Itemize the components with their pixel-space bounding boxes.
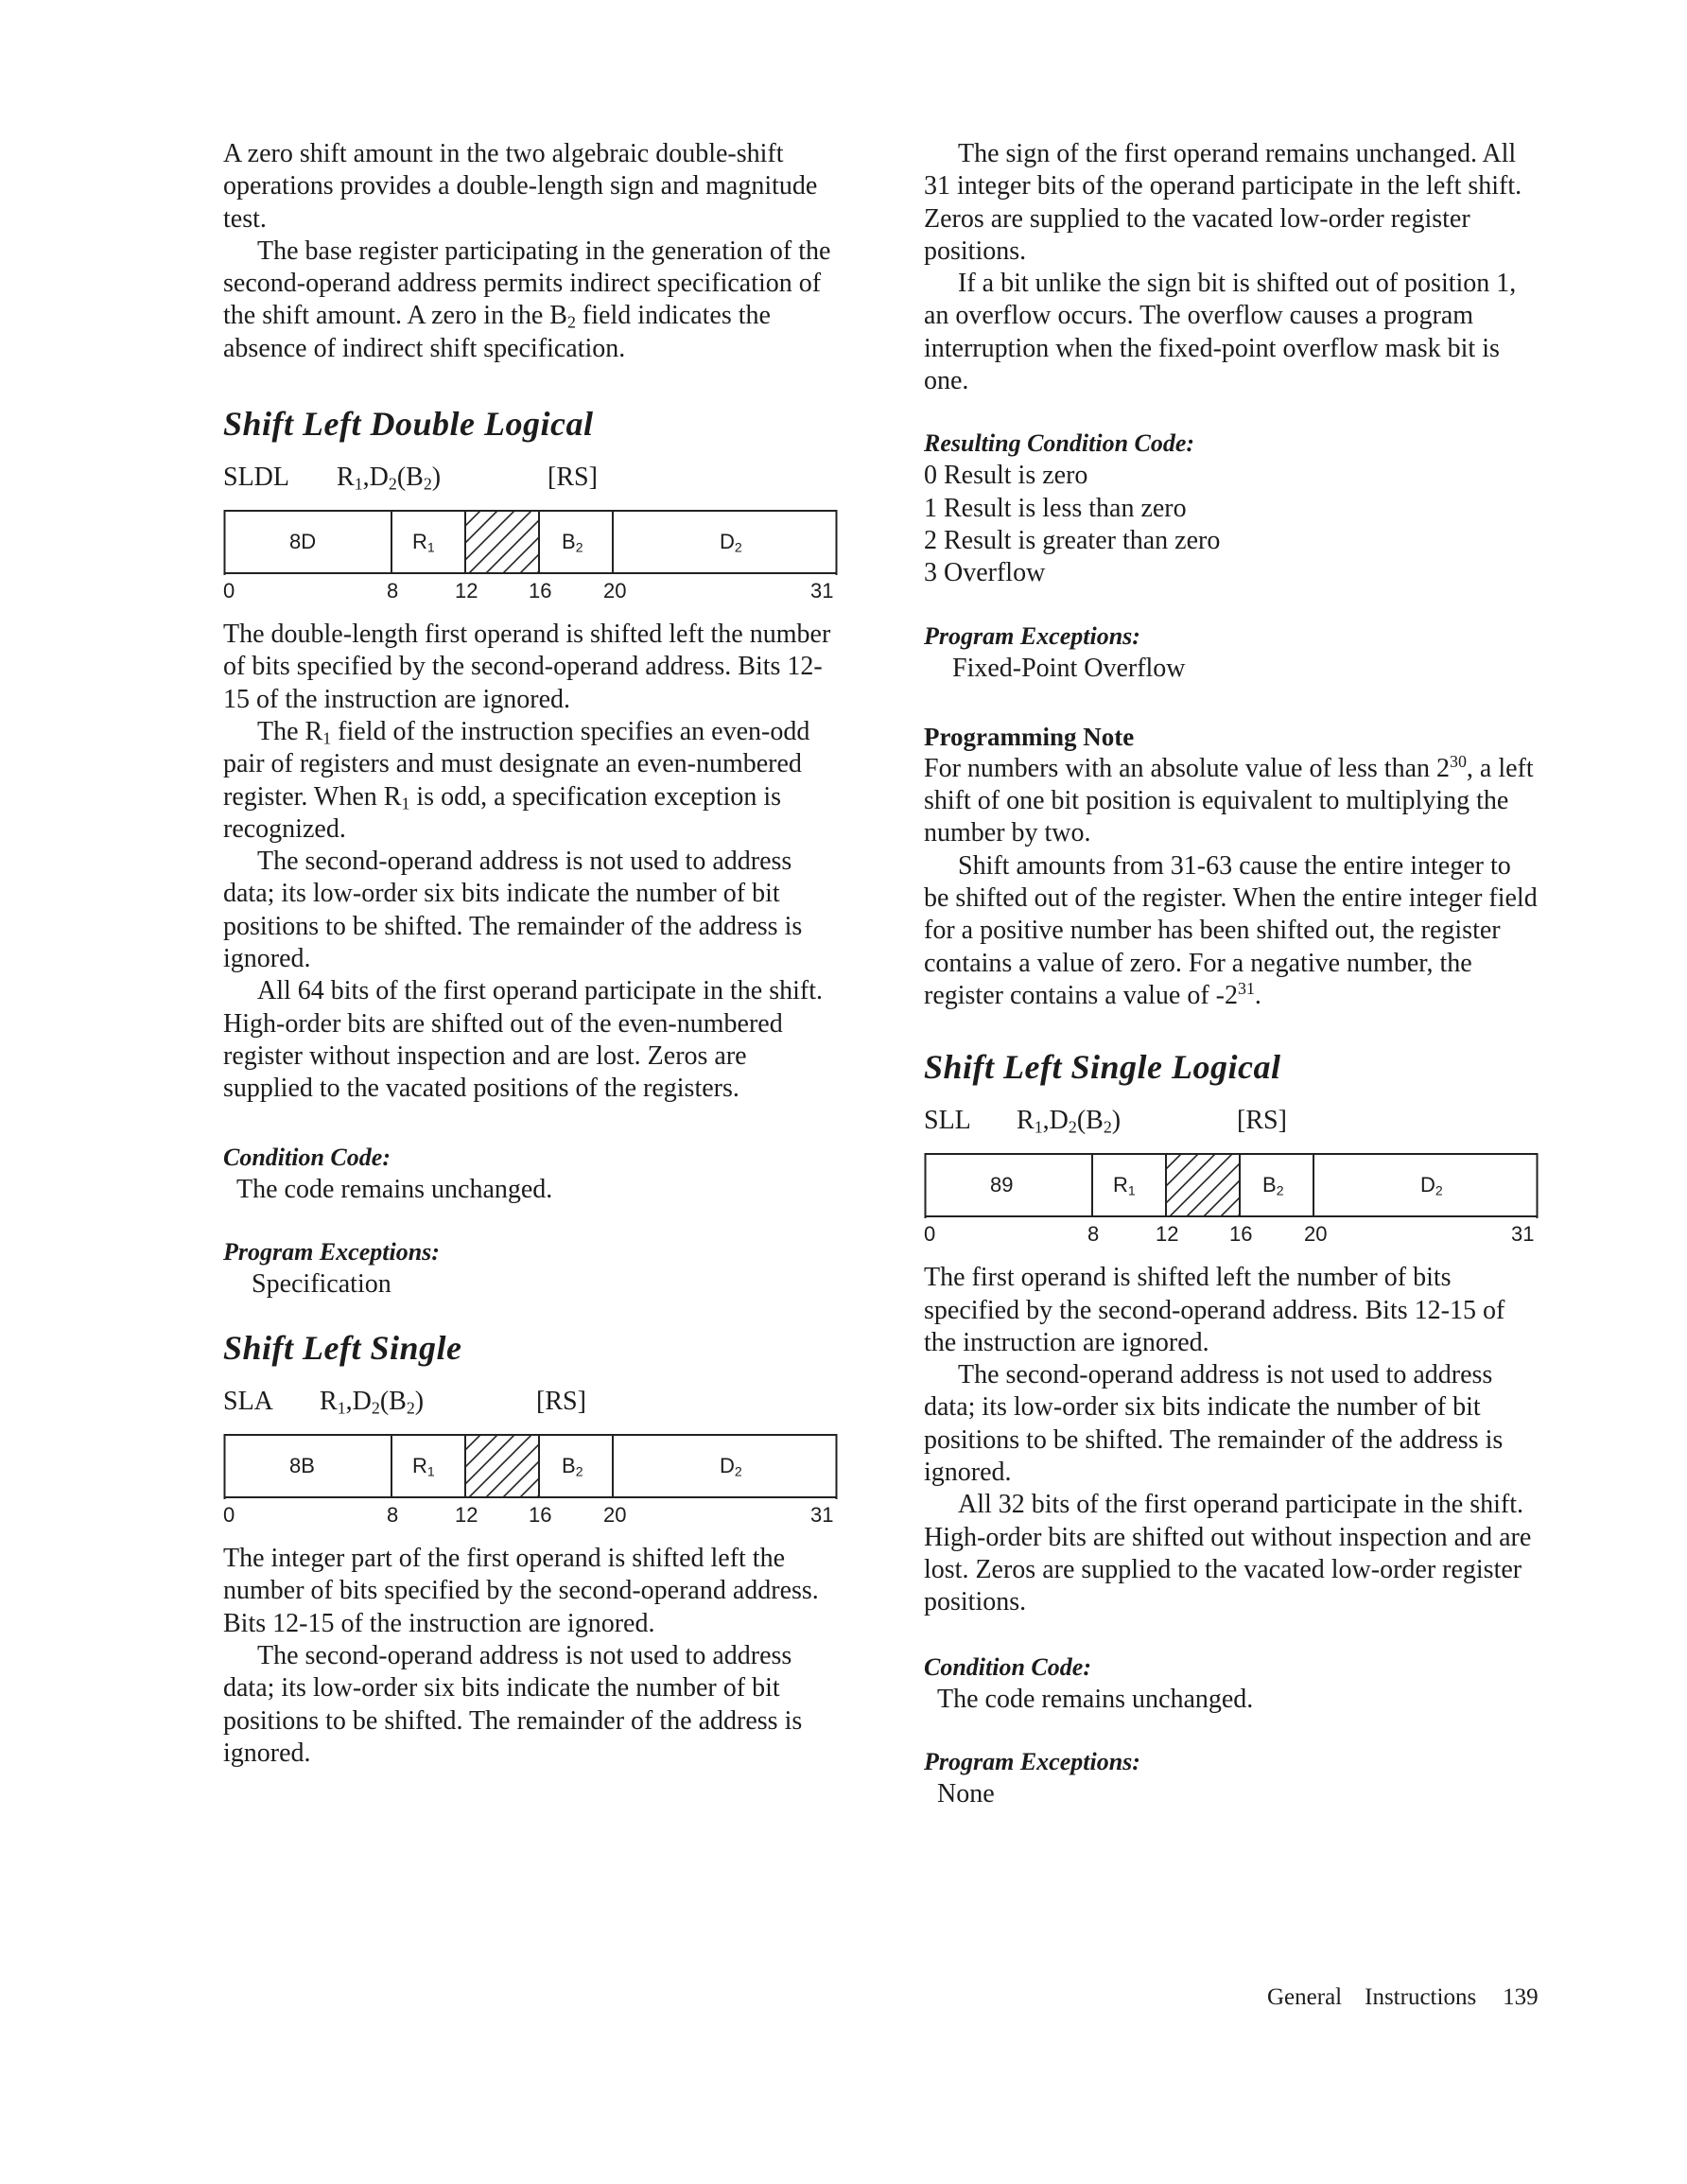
format-type: [RS] — [1237, 1106, 1287, 1136]
op-code-field: 89 — [990, 1173, 1014, 1197]
program-exceptions-label: Program Exceptions: — [223, 1237, 440, 1266]
body-paragraph: The first operand is shifted left the number of bits specified by the second-operand address. Bits 12-15 of the instruction are ignored. — [924, 1263, 1505, 1357]
r1-field: $R_1$ — [412, 530, 435, 555]
page-number: 139 — [1503, 1984, 1539, 2010]
d2-field: $D_2$ — [1420, 1173, 1443, 1198]
b2-field: $B_2$ — [562, 530, 583, 555]
section-heading-sll: Shift Left Single Logical — [924, 1048, 1281, 1087]
body-paragraph: The second-operand address is not used to address data; its low-order six bits indicate the number of bit positions to be shifted. The remainder of the address is ignored. — [924, 1360, 1504, 1488]
b2-field: $B_2$ — [562, 1454, 583, 1479]
format-type: [RS] — [536, 1387, 586, 1417]
footer-section-word: General — [1267, 1984, 1343, 2010]
bit-position-label: 0 — [223, 579, 235, 603]
program-exceptions-label: Program Exceptions: — [924, 621, 1140, 650]
bit-position-label: 20 — [603, 1503, 627, 1528]
mnemonic: SLA — [223, 1387, 273, 1417]
operands: $R_1,D_2(B_2)$ — [337, 463, 442, 494]
bit-position-label: 16 — [529, 1503, 552, 1528]
condition-code-list — [924, 460, 1539, 589]
bit-position-label: 12 — [1156, 1222, 1179, 1247]
d2-field: $D_2$ — [720, 530, 742, 555]
operands: $R_1,D_2(B_2)$ — [320, 1387, 425, 1418]
program-exceptions-text: Specification — [252, 1268, 391, 1299]
bit-position-label: 0 — [223, 1503, 235, 1528]
body-paragraph: The integer part of the first operand is shifted left the number of bits specified by the second-operand address. Bits 12-15 of the instruction are ignored. — [223, 1544, 819, 1638]
body-paragraph: The $R_1$ field of the instruction specifies an even-odd pair of registers and must designate an even-numbered register. When $R_1$ is odd, a specification exception is recognized. — [223, 716, 810, 844]
rs-format-diagram — [223, 1433, 838, 1529]
d2-field: $D_2$ — [720, 1454, 742, 1479]
condition-code-text: The code remains unchanged. — [236, 1174, 553, 1204]
condition-code-item: 3 Overflow — [924, 558, 1046, 588]
bit-position-label: 16 — [1229, 1222, 1253, 1247]
r1-field: $R_1$ — [412, 1454, 435, 1479]
bit-position-label: 31 — [1511, 1222, 1535, 1247]
bit-position-label: 20 — [1304, 1222, 1328, 1247]
bit-position-label: 16 — [529, 579, 552, 603]
instruction-syntax-sla — [223, 1386, 838, 1418]
body-paragraph: If a bit unlike the sign bit is shifted out of position 1, an overflow occurs. The overflow causes a program interruption when the fixed-point overflow mask bit is one. — [924, 269, 1517, 396]
bit-position-label: 8 — [387, 579, 399, 603]
body-paragraph: Shift amounts from 31-63 cause the entire integer to be shifted out of the register. When the entire integer field for a positive number has been shifted out, the register contains a value of zero. For a negative number, the register contains a value of $-2^{31}$. — [924, 850, 1538, 1010]
page-footer — [1267, 1984, 1539, 2011]
mnemonic: SLDL — [223, 463, 289, 493]
intro-paragraph: A zero shift amount in the two algebraic double-shift operations provides a double-length sign and magnitude test. — [223, 139, 818, 234]
bit-position-label: 0 — [924, 1222, 936, 1247]
b2-field: $B_2$ — [1262, 1173, 1284, 1198]
programming-note-label: Programming Note — [924, 722, 1135, 751]
rs-format-diagram — [223, 509, 838, 605]
format-type: [RS] — [548, 463, 598, 493]
condition-code-text: The code remains unchanged. — [937, 1684, 1254, 1714]
body-paragraph: The second-operand address is not used to address data; its low-order six bits indicate the number of bit positions to be shifted. The remainder of the address is ignored. — [223, 1641, 803, 1768]
condition-code-item: 0 Result is zero — [924, 461, 1088, 491]
section-heading-sla: Shift Left Single — [223, 1329, 462, 1368]
bit-position-label: 20 — [603, 579, 627, 603]
mnemonic: SLL — [924, 1106, 971, 1136]
body-paragraph: All 32 bits of the first operand participate in the shift. High-order bits are shifted out without inspection and are lost. Zeros are supplied to the vacated low-order register positions. — [924, 1490, 1532, 1617]
condition-code-label: Condition Code: — [924, 1652, 1091, 1681]
bit-position-label: 12 — [455, 579, 478, 603]
rs-format-diagram — [924, 1152, 1539, 1249]
rs-format-box — [924, 1152, 1539, 1218]
body-paragraph: For numbers with an absolute value of less than $2^{30}$, a left shift of one bit position is equivalent to multiplying the number by two. — [924, 752, 1534, 848]
body-paragraph: The double-length first operand is shifted left the number of bits specified by the second-operand address. Bits 12-15 of the instruction are ignored. — [223, 620, 831, 714]
bit-position-label: 31 — [810, 1503, 834, 1528]
program-exceptions-text: Fixed-Point Overflow — [952, 653, 1186, 683]
instruction-syntax-sldl — [223, 462, 838, 494]
bit-position-label: 8 — [1087, 1222, 1100, 1247]
rs-format-box — [223, 1433, 838, 1499]
condition-code-label: Condition Code: — [223, 1143, 391, 1171]
bit-position-label: 31 — [810, 579, 834, 603]
program-exceptions-label: Program Exceptions: — [924, 1747, 1140, 1775]
program-exceptions-text: None — [937, 1778, 995, 1808]
body-paragraph: The sign of the first operand remains unchanged. All 31 integer bits of the operand participate in the left shift. Zeros are supplied to the vacated low-order register positions. — [924, 139, 1522, 266]
body-paragraph: The second-operand address is not used to address data; its low-order six bits indicate the number of bit positions to be shifted. The remainder of the address is ignored. — [223, 847, 803, 974]
op-code-field: 8D — [289, 530, 317, 554]
op-code-field: 8B — [289, 1454, 315, 1478]
footer-section-word: Instructions — [1365, 1984, 1477, 2010]
condition-code-item: 2 Result is greater than zero — [924, 525, 1221, 555]
r1-field: $R_1$ — [1113, 1173, 1136, 1198]
right-column — [924, 138, 1539, 1810]
bit-position-label: 8 — [387, 1503, 399, 1528]
condition-code-item: 1 Result is less than zero — [924, 493, 1187, 523]
section-heading-sldl: Shift Left Double Logical — [223, 405, 594, 444]
operands: $R_1,D_2(B_2)$ — [1017, 1106, 1122, 1137]
body-paragraph: All 64 bits of the first operand participate in the shift. High-order bits are shifted out of the even-numbered register without inspection and are lost. Zeros are supplied to the vacated positions of the registers. — [223, 976, 823, 1104]
left-column — [223, 138, 838, 1770]
instruction-syntax-sll — [924, 1105, 1539, 1137]
intro-paragraph: The base register participating in the generation of the second-operand address permits indirect specification of the shift amount. A zero in the $B_2$ field indicates the absence of indirect shift specification. — [223, 236, 831, 363]
resulting-condition-code-label: Resulting Condition Code: — [924, 429, 1195, 458]
bit-position-label: 12 — [455, 1503, 478, 1528]
